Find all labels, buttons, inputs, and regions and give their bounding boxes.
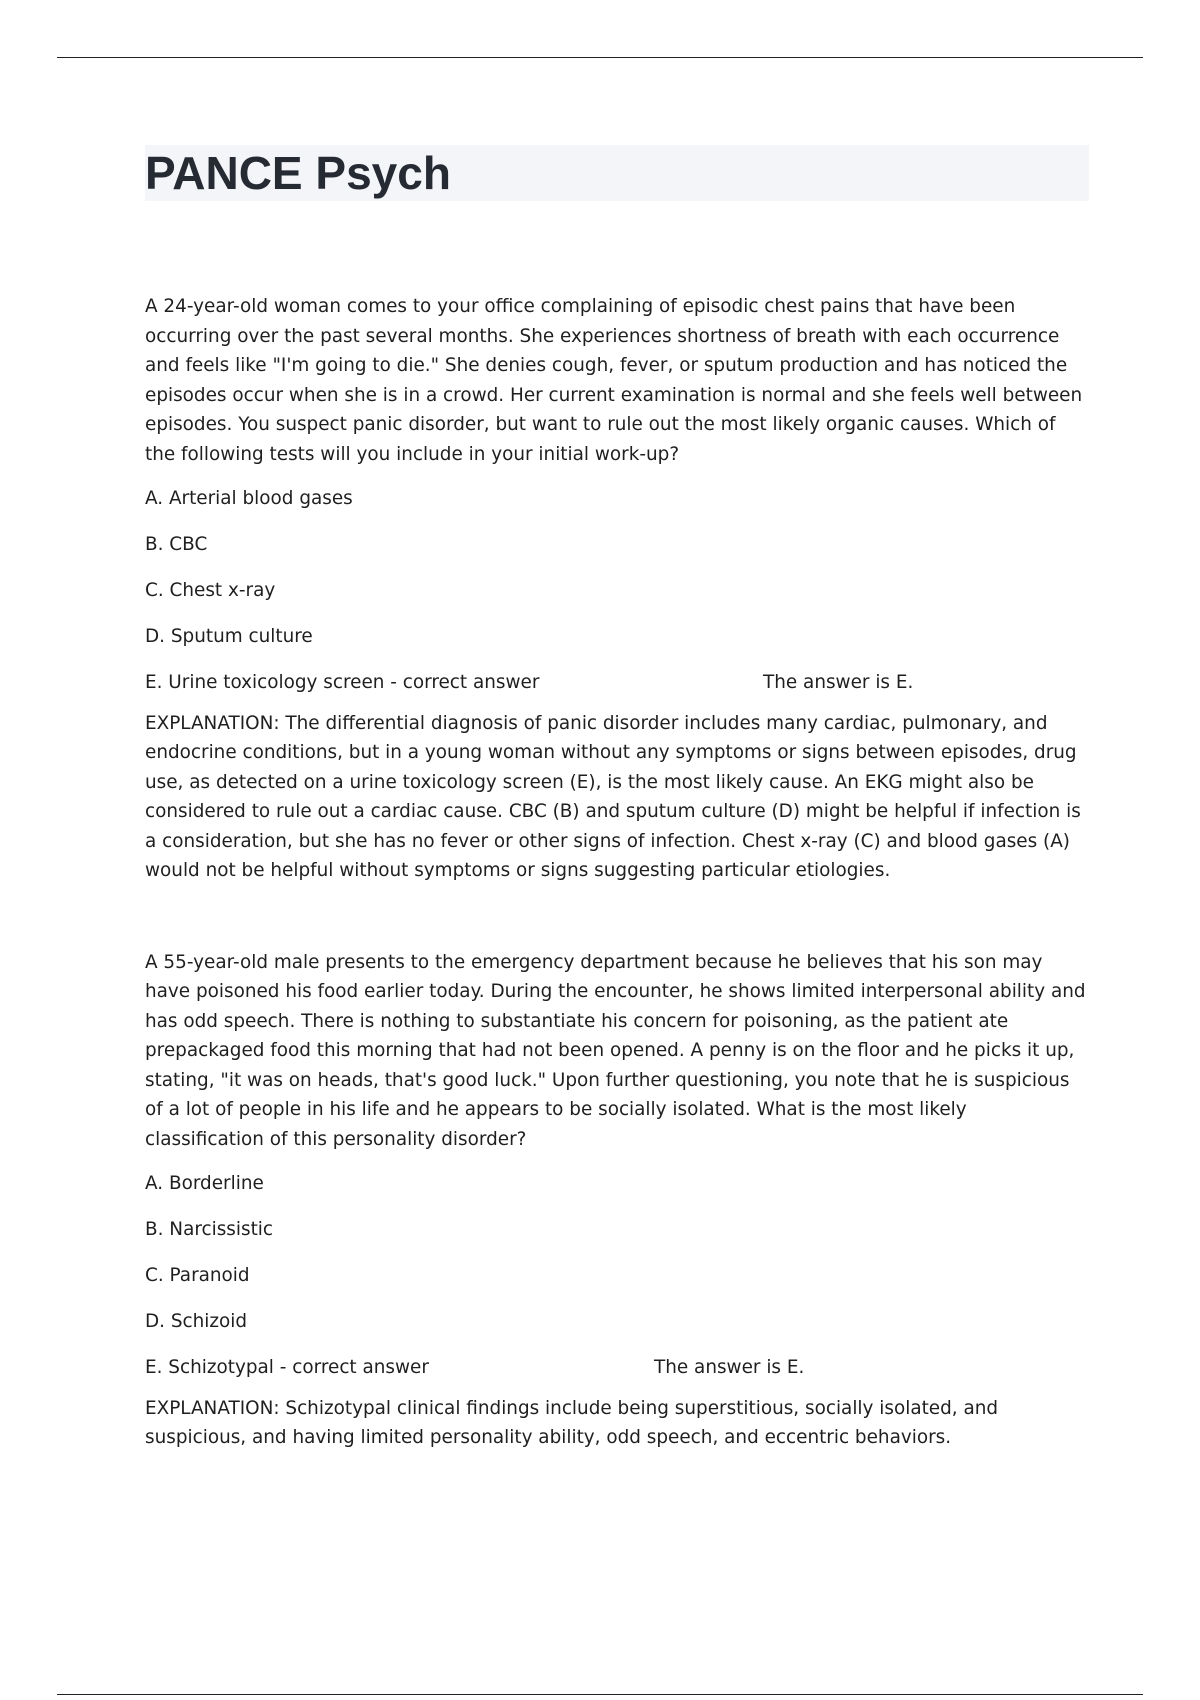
answer-option: D. Sputum culture: [145, 626, 313, 647]
question-stem: A 24-year-old woman comes to your office complaining of episodic chest pains that have been occurring over the past several months. She experiences shortness of breath with each occurrence and feels like "I'm going to die." She denies cough, fever, or sputum production and has noticed the episodes occur when she is in a crowd. Her current examination is normal and she feels well between episodes. You suspect panic disorder, but want to rule out the most likely organic causes. Which of the following tests will you include in your initial work-up?: [145, 296, 1083, 465]
explanation: EXPLANATION: The differential diagnosis of panic disorder includes many cardiac, pulmonary, and endocrine conditions, but in a young woman without any symptoms or signs between episodes, drug use, as detected on a urine toxicology screen (E), is the most likely cause. An EKG might also be considered to rule out a cardiac cause. CBC (B) and sputum culture (D) might be helpful if infection is a consideration, but she has no fever or other signs of infection. Chest x-ray (C) and blood gases (A) would not be helpful without symptoms or signs suggesting particular etiologies.: [145, 712, 1081, 881]
page-title: PANCE Psych: [145, 147, 451, 199]
answer-option: C. Chest x-ray: [145, 580, 276, 601]
document-body: [145, 292, 1090, 1453]
correct-answer-row: [145, 668, 1090, 698]
answer-note: The answer is E.: [763, 672, 914, 693]
answer-option: B. CBC: [145, 534, 208, 555]
question-block: [145, 948, 1090, 1453]
answer-option: D. Schizoid: [145, 1311, 248, 1332]
correct-answer-option: E. Schizotypal - correct answer: [145, 1357, 429, 1378]
answer-option: A. Borderline: [145, 1173, 264, 1194]
top-rule: [57, 57, 1143, 58]
answer-option: B. Narcissistic: [145, 1219, 273, 1240]
answer-note: The answer is E.: [654, 1357, 805, 1378]
explanation: EXPLANATION: Schizotypal clinical findings include being superstitious, socially isolated, and suspicious, and having limited personality ability, odd speech, and eccentric behaviors.: [145, 1397, 999, 1448]
question-stem: A 55-year-old male presents to the emergency department because he believes that his son may have poisoned his food earlier today. During the encounter, he shows limited interpersonal ability and has odd speech. There is nothing to substantiate his concern for poisoning, as the patient ate prepackaged food this morning that had not been opened. A penny is on the floor and he picks it up, stating, "it was on heads, that's good luck." Upon further questioning, you note that he is suspicious of a lot of people in his life and he appears to be socially isolated. What is the most likely classification of this personality disorder?: [145, 951, 1086, 1150]
question-block: [145, 292, 1090, 886]
correct-answer-row: [145, 1353, 1090, 1383]
bottom-rule: [57, 1694, 1143, 1695]
answer-option: A. Arterial blood gases: [145, 488, 353, 509]
answer-option: C. Paranoid: [145, 1265, 250, 1286]
correct-answer-option: E. Urine toxicology screen - correct answer: [145, 672, 540, 693]
